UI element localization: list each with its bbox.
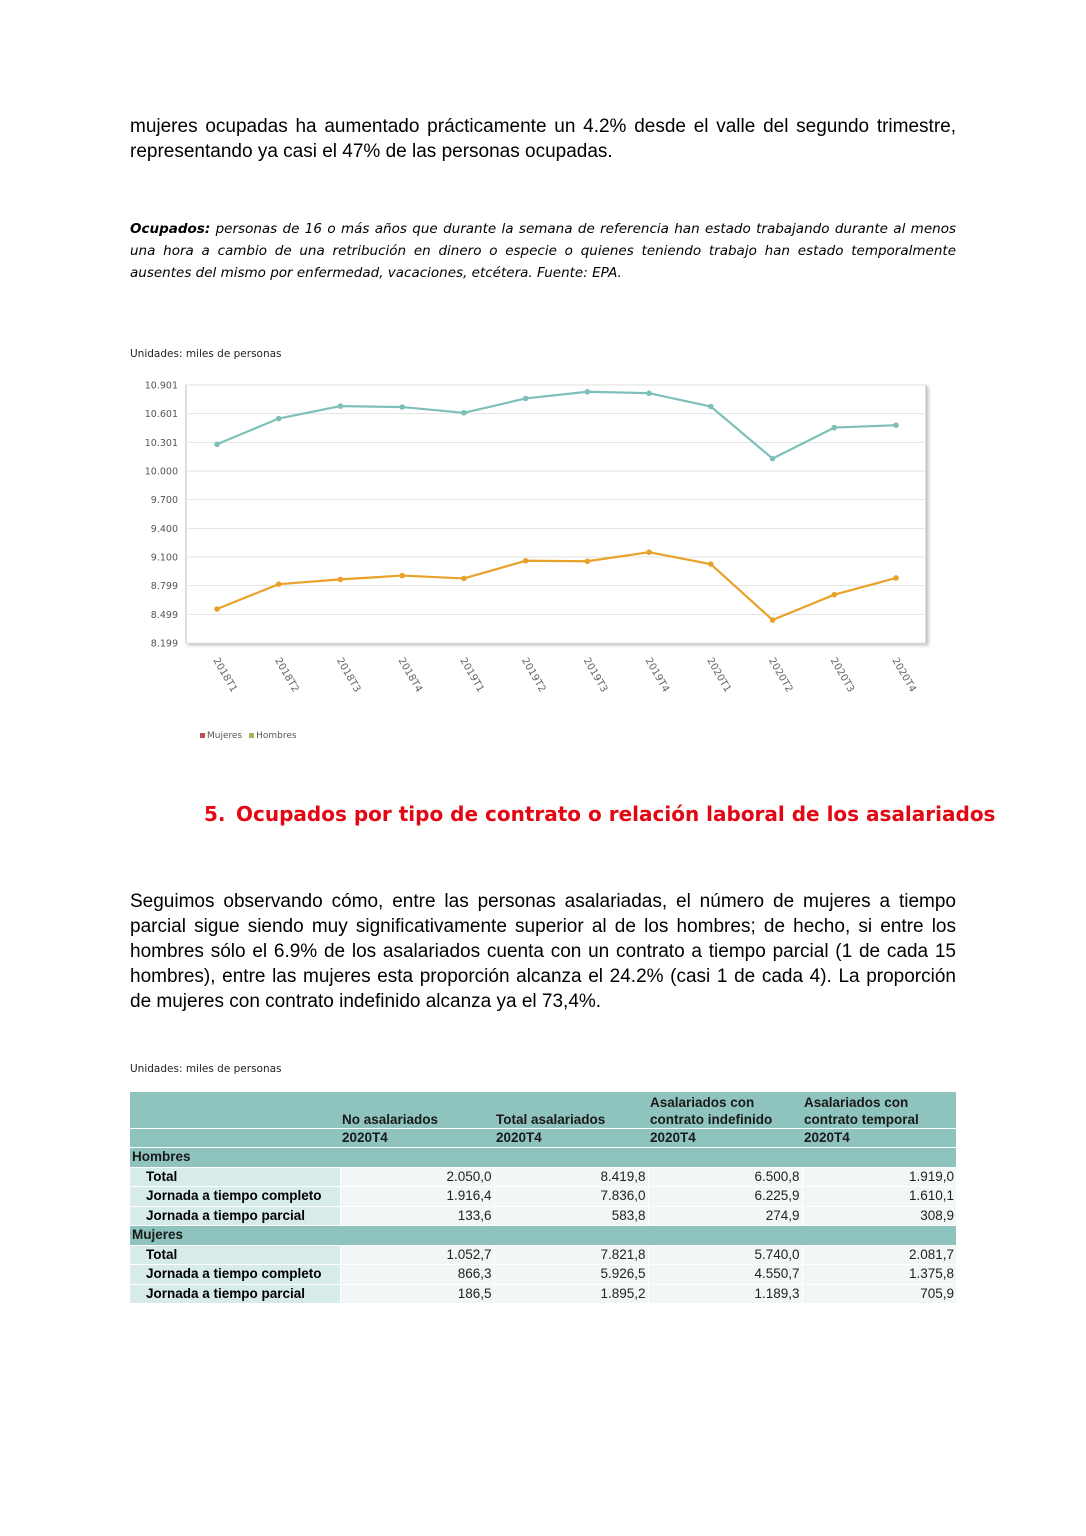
group-row-mujeres <box>130 1226 956 1246</box>
x-tick-label: 2020T2 <box>765 656 795 695</box>
row-label: Jornada a tiempo parcial <box>130 1284 340 1303</box>
period-row <box>130 1128 956 1148</box>
group-label: Hombres <box>130 1148 956 1168</box>
table-cell: 2.050,0 <box>340 1167 494 1187</box>
x-tick-label: 2019T3 <box>580 656 610 695</box>
y-tick-label: 10.000 <box>144 466 178 478</box>
period-label: 2020T4 <box>494 1128 648 1148</box>
data-point-hombres <box>893 422 899 428</box>
table-cell: 2.081,7 <box>802 1245 956 1265</box>
row-label: Jornada a tiempo parcial <box>130 1206 340 1226</box>
legend-swatch-hombres <box>249 733 254 738</box>
table-cell: 7.821,8 <box>494 1245 648 1265</box>
x-tick-label: 2018T3 <box>333 656 363 695</box>
data-point-mujeres <box>399 573 405 579</box>
y-tick-label: 8.799 <box>150 581 178 593</box>
x-tick-label: 2019T1 <box>457 656 486 695</box>
data-point-hombres <box>399 404 405 410</box>
table-cell: 4.550,7 <box>648 1265 802 1285</box>
chart-units-label: Unidades: miles de personas <box>130 348 282 360</box>
x-tick-label: 2020T3 <box>827 656 857 695</box>
table-cell: 5.926,5 <box>494 1265 648 1285</box>
group-label: Mujeres <box>130 1226 956 1246</box>
data-point-mujeres <box>585 558 591 564</box>
period-label: 2020T4 <box>802 1128 956 1148</box>
table-cell: 1.916,4 <box>340 1187 494 1207</box>
table-cell: 8.419,8 <box>494 1167 648 1187</box>
note-text: personas de 16 o más años que durante la semana de referencia han estado trabajando durante al menos una hora a cambio de una retribución en dinero o especie o quienes teniendo trabajo han estado temporalmente ausentes del mismo por enfermedad, vacaciones, etcétera. Fuente: EPA. <box>130 221 956 281</box>
table-cell: 186,5 <box>340 1284 494 1303</box>
data-point-mujeres <box>338 577 344 583</box>
definition-note <box>130 218 956 284</box>
group-row-hombres <box>130 1148 956 1168</box>
data-point-hombres <box>276 416 282 422</box>
table-cell: 583,8 <box>494 1206 648 1226</box>
table-cell: 6.500,8 <box>648 1167 802 1187</box>
table-header-row <box>130 1092 956 1128</box>
table-cell: 1.895,2 <box>494 1284 648 1303</box>
x-tick-label: 2020T1 <box>704 656 733 695</box>
legend-label-mujeres: Mujeres <box>207 731 243 741</box>
row-label: Total <box>130 1167 340 1187</box>
section-heading <box>204 802 995 826</box>
data-point-hombres <box>523 396 529 402</box>
legend-label-hombres: Hombres <box>256 731 297 741</box>
table-row <box>130 1167 956 1187</box>
table-units-label: Unidades: miles de personas <box>130 1063 282 1075</box>
section-title: Ocupados por tipo de contrato o relación laboral de los asalariados <box>236 802 996 826</box>
data-point-hombres <box>338 403 344 409</box>
column-header: Total asalariados <box>494 1092 648 1128</box>
table-cell: 133,6 <box>340 1206 494 1226</box>
column-header: No asalariados <box>340 1092 494 1128</box>
table-cell: 5.740,0 <box>648 1245 802 1265</box>
x-tick-label: 2018T1 <box>210 656 239 695</box>
data-point-hombres <box>585 389 591 395</box>
y-tick-label: 9.100 <box>150 552 178 564</box>
line-chart <box>130 372 940 737</box>
plot-area <box>186 385 926 643</box>
table-cell: 1.919,0 <box>802 1167 956 1187</box>
data-point-hombres <box>831 425 837 431</box>
row-label: Jornada a tiempo completo <box>130 1187 340 1207</box>
table-cell: 866,3 <box>340 1265 494 1285</box>
data-point-hombres <box>646 390 652 396</box>
body-paragraph: Seguimos observando cómo, entre las personas asalariadas, el número de mujeres a tiempo parcial sigue siendo muy significativamente superior al de los hombres; de hecho, si entre los hombres sólo el 6.9% de los asalariados cuenta con un contrato a tiempo parcial (1 de cada 15 hombres), entre las mujeres esta proporción alcanza el 24.2% (casi 1 de cada 4). La proporción de mujeres con contrato indefinido alcanza ya el 73,4%. <box>130 891 956 1012</box>
column-header: Asalariados con contrato temporal <box>802 1092 956 1128</box>
table-cell: 7.836,0 <box>494 1187 648 1207</box>
table-row <box>130 1265 956 1285</box>
y-tick-label: 9.400 <box>150 523 178 535</box>
table-row <box>130 1206 956 1226</box>
data-point-mujeres <box>214 606 220 612</box>
table-cell: 705,9 <box>802 1284 956 1303</box>
data-point-hombres <box>708 404 714 410</box>
period-label: 2020T4 <box>648 1128 802 1148</box>
data-point-mujeres <box>708 561 714 567</box>
column-header: Asalariados con contrato indefinido <box>648 1092 802 1128</box>
table-cell: 1.610,1 <box>802 1187 956 1207</box>
x-tick-label: 2020T4 <box>889 656 918 695</box>
data-point-hombres <box>770 456 776 462</box>
data-point-mujeres <box>646 549 652 555</box>
period-label: 2020T4 <box>340 1128 494 1148</box>
x-tick-label: 2018T4 <box>395 656 425 695</box>
header-corner <box>130 1092 340 1128</box>
y-tick-label: 10.901 <box>144 380 178 392</box>
table-row <box>130 1284 956 1303</box>
y-tick-label: 10.301 <box>144 437 178 449</box>
table-cell: 6.225,9 <box>648 1187 802 1207</box>
y-tick-label: 8.199 <box>150 638 178 650</box>
table-cell: 1.189,3 <box>648 1284 802 1303</box>
table-row <box>130 1245 956 1265</box>
table-cell: 1.052,7 <box>340 1245 494 1265</box>
y-tick-label: 10.601 <box>144 409 178 421</box>
data-point-hombres <box>461 410 467 416</box>
contract-table <box>130 1092 956 1303</box>
table-row <box>130 1187 956 1207</box>
data-point-mujeres <box>831 592 837 598</box>
row-label: Total <box>130 1245 340 1265</box>
data-point-mujeres <box>523 558 529 564</box>
data-point-hombres <box>214 441 220 447</box>
x-tick-label: 2018T2 <box>272 656 301 695</box>
row-label: Jornada a tiempo completo <box>130 1265 340 1285</box>
section-number: 5. <box>204 802 226 826</box>
note-term: Ocupados: <box>130 221 211 237</box>
chart-legend <box>200 731 297 741</box>
data-point-mujeres <box>893 575 899 581</box>
y-tick-label: 9.700 <box>150 495 178 507</box>
x-tick-label: 2019T2 <box>519 656 548 695</box>
y-tick-label: 8.499 <box>150 609 178 621</box>
data-point-mujeres <box>276 581 282 587</box>
data-point-mujeres <box>770 617 776 623</box>
intro-paragraph: mujeres ocupadas ha aumentado prácticamente un 4.2% desde el valle del segundo trimestre, representando ya casi el 47% de las personas ocupadas. <box>130 116 956 162</box>
data-point-mujeres <box>461 576 467 582</box>
table-cell: 1.375,8 <box>802 1265 956 1285</box>
x-tick-label: 2019T4 <box>642 656 671 695</box>
legend-swatch-mujeres <box>200 733 205 738</box>
table-cell: 308,9 <box>802 1206 956 1226</box>
table-cell: 274,9 <box>648 1206 802 1226</box>
